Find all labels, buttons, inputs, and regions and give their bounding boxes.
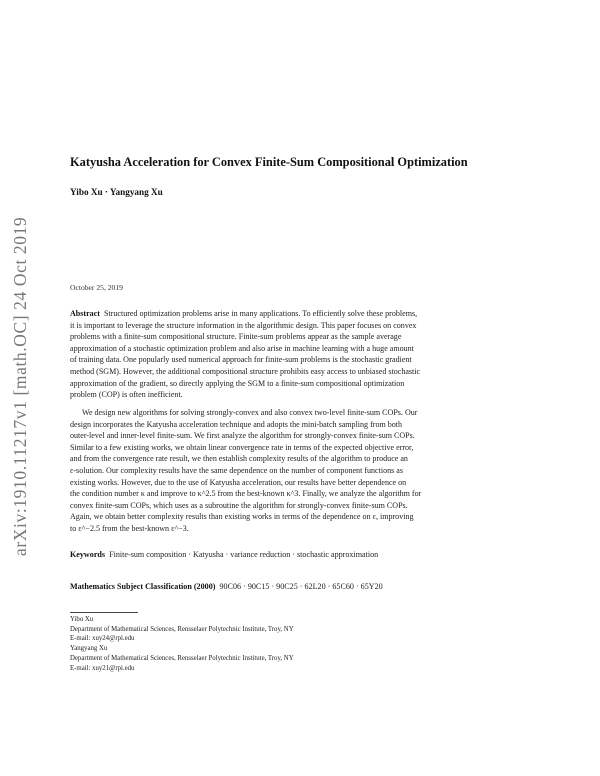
abstract-line-4: approximation of a stochastic optimization problem and also arise in machine learning with a huge amount xyxy=(70,343,414,353)
abstract2-line-7: existing works. However, due to the use of Katyusha acceleration, our results have better dependence on xyxy=(70,477,407,487)
abstract2-line-5: and from the convergence rate result, we then establish complexity results of the algorithm to produce an xyxy=(70,454,408,464)
paper-date: October 25, 2019 xyxy=(70,283,123,292)
abstract2-line-3: outer-level and inner-level finite-sum. We first analyze the algorithm for strongly-convex finite-sum COPs. xyxy=(70,431,415,441)
abstract-line-7: approximation of the gradient, so directly applying the SGM to a finite-sum compositional optimization xyxy=(70,378,405,388)
abstract-line-1 xyxy=(70,308,530,320)
abstract-line-1-text: Structured optimization problems arise in many applications. To efficiently solve these problems, xyxy=(103,309,418,318)
abstract2-line-11: to ε^−2.5 from the best-known ε^−3. xyxy=(70,523,189,533)
abstract-paragraph xyxy=(70,308,530,401)
abstract-line-2: it is important to leverage the structure information in the algorithmic design. This paper focuses on convex xyxy=(70,320,417,330)
abstract-line-3: problems with a finite-sum compositional structure. Finite-sum problems appear as the sample average xyxy=(70,332,402,342)
abstract2-line-9: convex finite-sum COPs, which uses as a subroutine the algorithm for strongly-convex finite-sum COPs. xyxy=(70,500,408,510)
abstract-paragraph-2 xyxy=(70,407,530,535)
paper-title: Katyusha Acceleration for Convex Finite-Sum Compositional Optimization xyxy=(70,155,468,169)
abstract2-line-8: the condition number κ and improve to κ^2.5 from the best-known κ^3. Finally, we analyze the algorithm for xyxy=(70,489,422,499)
abstract-line-6: method (SGM). However, the additional compositional structure prohibits easy access to unbiased stochastic xyxy=(70,366,421,376)
msc-label: Mathematics Subject Classification (2000) xyxy=(70,582,216,591)
keywords-label: Keywords xyxy=(70,550,106,559)
footnote-line-3: E-mail: xuy24@rpi.edu xyxy=(70,635,135,643)
footnote-line-1: Yibo Xu xyxy=(70,616,94,623)
abstract-line-5: of training data. One popularly used numerical approach for finite-sum problems is the stochastic gradient xyxy=(70,355,412,365)
footnote-line-4: Yangyang Xu xyxy=(70,645,108,653)
abstract-line-8: problem (COP) is often inefficient. xyxy=(70,390,183,400)
abstract2-line-1: We design new algorithms for solving strongly-convex and also convex two-level finite-sum COPs. Our xyxy=(82,408,418,417)
abstract-label: Abstract xyxy=(70,309,100,318)
keywords-text: Finite-sum composition · Katyusha · variance reduction · stochastic approximation xyxy=(109,550,379,559)
msc-line xyxy=(70,582,383,591)
paper-authors: Yibo Xu · Yangyang Xu xyxy=(70,187,163,197)
abstract2-line-6: ε-solution. Our complexity results have the same dependence on the number of component functions as xyxy=(70,465,403,475)
footnote-rule xyxy=(70,612,138,613)
footnote-line-6: E-mail: xuy21@rpi.edu xyxy=(70,664,135,672)
abstract2-line-2: design incorporates the Katyusha acceleration technique and adopts the mini-batch sampling from both xyxy=(70,419,403,429)
keywords-line xyxy=(70,550,378,559)
footnote-line-2: Department of Mathematical Sciences, Rensselaer Polytechnic Institute, Troy, NY xyxy=(70,625,294,633)
abstract2-line-10: Again, we obtain better complexity results than existing works in terms of the dependence on ε, improving xyxy=(70,512,414,522)
arxiv-identifier-stamp: arXiv:1910.11217v1 [math.OC] 24 Oct 2019 xyxy=(10,216,30,556)
abstract2-line-4: Similar to a few existing works, we obtain linear convergence rate in terms of the expected objective error, xyxy=(70,442,414,452)
footnote-line-5: Department of Mathematical Sciences, Rensselaer Polytechnic Institute, Troy, NY xyxy=(70,654,294,662)
msc-codes: 90C06 · 90C15 · 90C25 · 62L20 · 65C60 · 65Y20 xyxy=(219,582,383,591)
author-footnote xyxy=(70,615,294,673)
